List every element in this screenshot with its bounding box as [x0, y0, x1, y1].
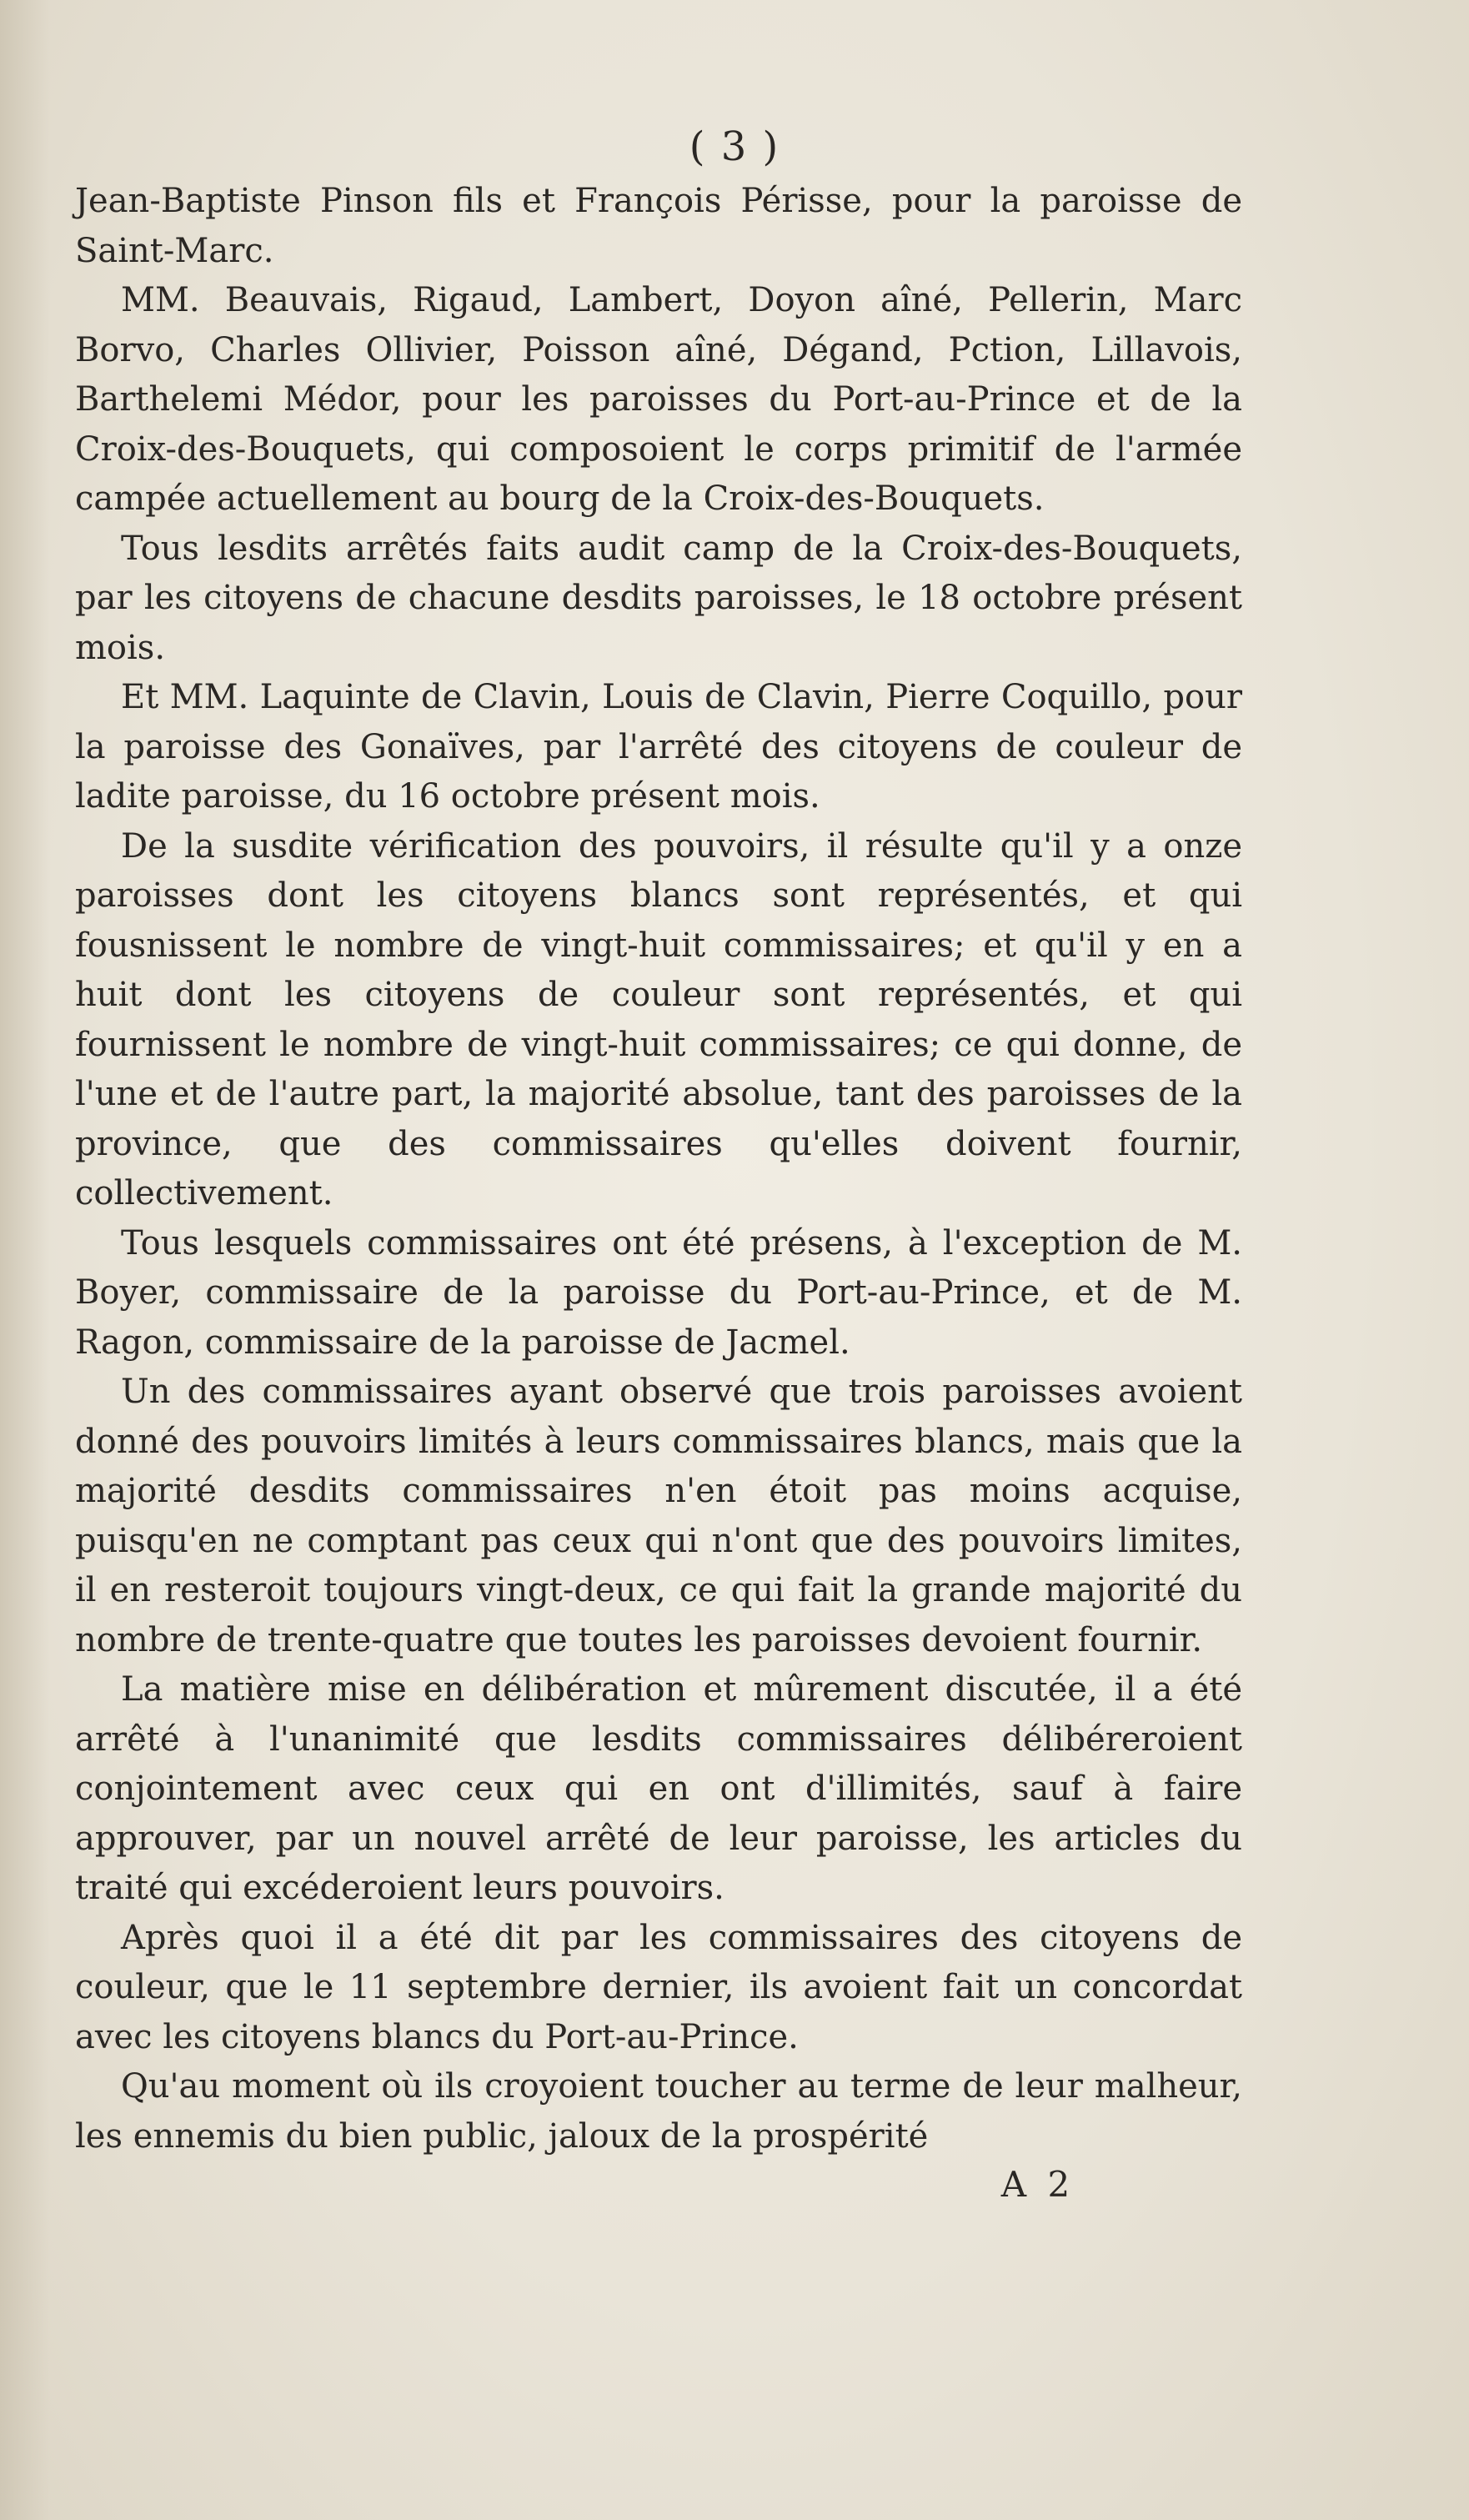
binding-shadow [0, 0, 50, 2520]
paragraph: Un des commissaires ayant observé que trois paroisses avoient donné des pouvoirs limités à leurs commissaires blancs, mais que la majorité desdits commissaires n'en étoit pas moins acquise, puisqu'en ne comptant pas ceux qui n'ont que des pouvoirs limites, il en resteroit toujours vingt-deux, ce qui fait la grande majorité du nombre de trente-quatre que toutes les paroisses devoient fournir. [75, 1373, 1242, 1659]
paragraph: La matière mise en délibération et mûrement discutée, il a été arrêté à l'unanimité que lesdits commissaires délibéreroient conjointement avec ceux qui en ont d'illimités, sauf à faire approuver, par un nouvel arrêté de leur paroisse, les articles du traité qui excéderoient leurs pouvoirs. [75, 1670, 1242, 1907]
paragraph: Et MM. Laquinte de Clavin, Louis de Clavin, Pierre Coquillo, pour la paroisse des Gonaïves, par l'arrêté des citoyens de couleur de ladite paroisse, du 16 octobre présent mois. [75, 678, 1242, 816]
paragraph: Après quoi il a été dit par les commissaires des citoyens de couleur, que le 11 septembre dernier, ils avoient fait un concordat avec les citoyens blancs du Port-au-Prince. [75, 1918, 1242, 2056]
paragraph: De la susdite vérification des pouvoirs, il résulte qu'il y a onze paroisses dont les citoyens blancs sont représentés, et qui fousnissent le nombre de vingt-huit commissaires; et qu'il y en a huit dont les citoyens de couleur sont représentés, et qui fournissent le nombre de vingt-huit commissaires; ce qui donne, de l'une et de l'autre part, la majorité absolue, tant des paroisses de la province, que des commissaires qu'elles doivent fournir, collectivement. [75, 826, 1242, 1212]
signature-mark: A 2 [1000, 2164, 1075, 2205]
page-number-header: ( 3 ) [689, 123, 780, 170]
paragraph: Tous lesquels commissaires ont été présens, à l'exception de M. Boyer, commissaire de la paroisse du Port-au-Prince, et de M. Ragon, commissaire de la paroisse de Jacmel. [75, 1223, 1242, 1362]
paragraph: Tous lesdits arrêtés faits audit camp de la Croix-des-Bouquets, par les citoyens de chacune desdits paroisses, le 18 octobre présent mois. [75, 529, 1242, 667]
paragraph: Jean-Baptiste Pinson fils et François Périsse, pour la paroisse de Saint-Marc. [75, 182, 1242, 270]
body-text [75, 177, 1242, 2161]
paragraph: Qu'au moment où ils croyoient toucher au terme de leur malheur, les ennemis du bien public, jaloux de la prospérité [75, 2067, 1242, 2156]
paragraph: MM. Beauvais, Rigaud, Lambert, Doyon aîné, Pellerin, Marc Borvo, Charles Ollivier, Poisson aîné, Dégand, Pction, Lillavois, Barthelemi Médor, pour les paroisses du Port-au-Prince et de la Croix-des-Bouquets, qui composoient le corps primitif de l'armée campée actuellement au bourg de la Croix-des-Bouquets. [75, 281, 1242, 518]
